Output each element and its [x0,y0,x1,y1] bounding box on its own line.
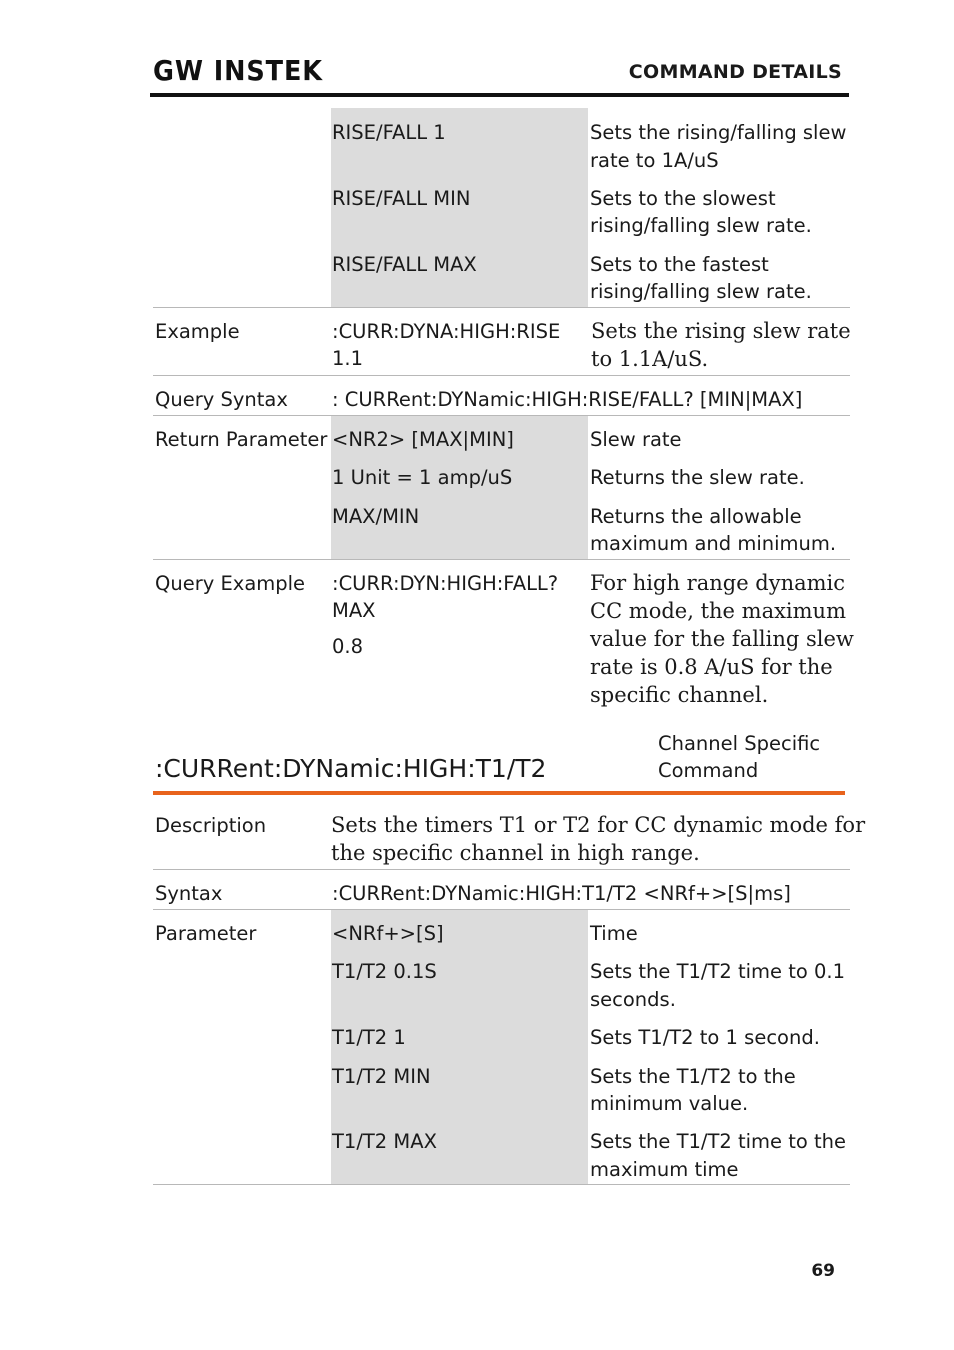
parameter-label: Parameter [155,922,257,945]
command-heading: :CURRent:DYNamic:HIGH:T1/T2 [155,754,547,783]
return-param-name: 1 Unit = 1 amp/uS [332,466,513,489]
description-text: Sets the timers T1 or T2 for CC dynamic mode for [331,813,866,837]
param-name: T1/T2 0.1S [332,960,437,983]
param-desc: Sets the T1/T2 time to the [590,1130,847,1153]
query-example-command: MAX [332,599,376,622]
syntax-value: :CURRent:DYNamic:HIGH:T1/T2 <NRf+>[S|ms] [332,882,791,905]
section-divider [153,791,845,795]
description-text: the specific channel in high range. [331,841,700,865]
return-param-desc: Returns the slew rate. [590,466,805,489]
return-param-desc: Slew rate [590,428,682,451]
example-command: 1.1 [332,347,364,370]
param-name: T1/T2 MAX [332,1130,437,1153]
return-parameter-label: Return Parameter [155,428,328,451]
query-example-desc: CC mode, the maximum [590,599,846,623]
param-name: T1/T2 MIN [332,1065,431,1088]
query-example-desc: specific channel. [590,683,769,707]
row-divider [153,307,850,308]
row-divider [153,1184,850,1185]
return-param-name: MAX/MIN [332,505,420,528]
param-desc: Sets the T1/T2 to the [590,1065,796,1088]
query-example-desc: For high range dynamic [590,571,846,595]
query-example-desc: value for the falling slew [590,627,854,651]
param-desc: Sets T1/T2 to 1 second. [590,1026,820,1049]
param-desc: seconds. [590,988,676,1011]
param-desc: Sets the rising/falling slew [590,121,847,144]
row-divider [153,415,850,416]
gw-instek-logo [153,55,325,83]
return-param-desc: Returns the allowable [590,505,802,528]
return-param-desc: maximum and minimum. [590,532,837,555]
example-label: Example [155,320,240,343]
param-name: RISE/FALL MAX [332,253,477,276]
query-syntax-value: : CURRent:DYNamic:HIGH:RISE/FALL? [MIN|MAX] [332,388,803,411]
header-divider [150,93,849,97]
param-desc: rising/falling slew rate. [590,280,812,303]
return-param-name: <NR2> [MAX|MIN] [332,428,514,451]
param-desc: Sets to the slowest [590,187,776,210]
param-name: <NRf+>[S] [332,922,444,945]
query-example-desc: rate is 0.8 A/uS for the [590,655,833,679]
param-desc: minimum value. [590,1092,749,1115]
param-desc: Time [590,922,638,945]
param-desc: rising/falling slew rate. [590,214,812,237]
param-desc: Sets the T1/T2 time to 0.1 [590,960,846,983]
channel-scope-label: Command [658,759,759,782]
header-section-title: COMMAND DETAILS [628,61,842,83]
row-divider [153,909,850,910]
example-command: :CURR:DYNA:HIGH:RISE [332,320,561,343]
page-number: 69 [811,1261,835,1281]
syntax-label: Syntax [155,882,223,905]
param-desc: Sets to the fastest [590,253,769,276]
param-name: T1/T2 1 [332,1026,406,1049]
query-example-label: Query Example [155,572,306,595]
example-desc: to 1.1A/uS. [591,347,709,371]
row-divider [153,375,850,376]
channel-scope-label: Channel Specific [658,732,821,755]
row-divider [153,869,850,870]
param-desc: maximum time [590,1158,739,1181]
param-name: RISE/FALL MIN [332,187,471,210]
description-label: Description [155,814,267,837]
query-example-response: 0.8 [332,635,364,658]
param-name: RISE/FALL 1 [332,121,446,144]
brand-text: GW INSTEK [153,55,324,83]
query-example-command: :CURR:DYN:HIGH:FALL? [332,572,559,595]
row-divider [153,559,850,560]
query-syntax-label: Query Syntax [155,388,288,411]
example-desc: Sets the rising slew rate [591,319,851,343]
param-desc: rate to 1A/uS [590,149,719,172]
